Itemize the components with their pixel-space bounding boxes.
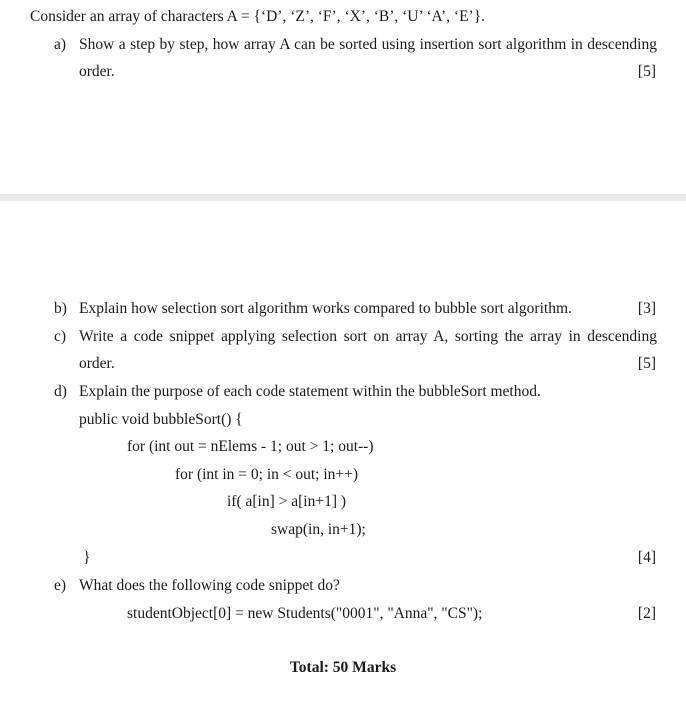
question-e-marks: [2]	[637, 605, 656, 622]
code-line-outer-loop: for (int out = nElems - 1; out > 1; out--)	[127, 438, 374, 455]
question-c-text-line2: order.	[79, 355, 115, 372]
question-b-label: b)	[54, 300, 67, 317]
question-a-label: a)	[54, 36, 67, 53]
question-d-label: d)	[54, 383, 67, 400]
question-d-marks: [4]	[637, 549, 656, 566]
question-e-code: studentObject[0] = new Students("0001", "Anna", "CS");	[127, 605, 483, 622]
question-c-label: c)	[54, 328, 67, 345]
question-b-marks: [3]	[637, 300, 656, 317]
code-line-if-condition: if( a[in] > a[in+1] )	[227, 493, 347, 510]
question-b-text: Explain how selection sort algorithm works compared to bubble sort algorithm.	[79, 300, 572, 317]
page-divider	[0, 194, 686, 201]
question-e-label: e)	[54, 577, 67, 594]
question-a-text-line2: order.	[79, 63, 115, 80]
question-d-text: Explain the purpose of each code statement within the bubbleSort method.	[79, 383, 541, 400]
question-a-marks: [5]	[637, 63, 656, 80]
question-e-text: What does the following code snippet do?	[79, 577, 340, 594]
code-line-inner-loop: for (int in = 0; in < out; in++)	[175, 466, 359, 483]
question-a-text-line1: Show a step by step, how array A can be sorted using insertion sort algorithm in descending	[79, 36, 657, 53]
total-marks: Total: 50 Marks	[289, 659, 397, 676]
question-c-text-line1: Write a code snippet applying selection sort on array A, sorting the array in descending	[79, 328, 657, 345]
code-line-swap-call: swap(in, in+1);	[271, 521, 366, 538]
question-c-marks: [5]	[637, 355, 656, 372]
code-line-method-signature: public void bubbleSort() {	[79, 411, 243, 428]
question-intro: Consider an array of characters A = {‘D’, ‘Z’, ‘F’, ‘X’, ‘B’, ‘U’ ‘A’, ‘E’}.	[30, 8, 486, 25]
code-line-closing-brace: }	[83, 549, 91, 566]
